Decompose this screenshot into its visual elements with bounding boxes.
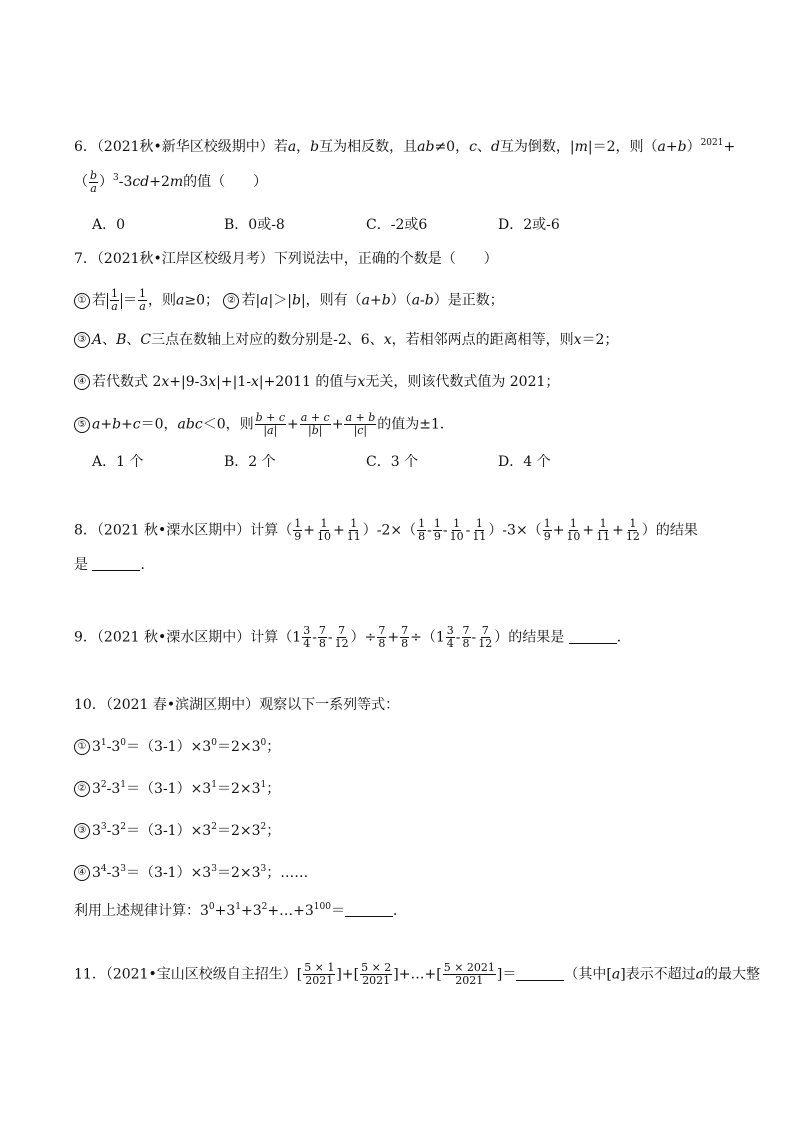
q7-option-d[interactable]: D．4 个	[498, 454, 551, 470]
fraction: $\frac{1}{8}$	[418, 517, 426, 543]
circled-number: ①	[74, 293, 90, 309]
answer-blank[interactable]	[345, 902, 393, 917]
fraction: $\frac{1}{9}$	[543, 517, 551, 543]
q6-option-c[interactable]: C．-2或6	[366, 217, 428, 233]
answer-blank[interactable]	[569, 629, 617, 644]
q11-line: 11．（2021•宝山区校级自主招生）[ $\frac{5 \times 1}{2021}$ ]+[ $\frac{5 \times 2}{2021}$ ]+…+[ $\frac{5 \times 2021}{2021}$ ]＝ （其中[a]表示不超过a的最大整	[74, 961, 761, 987]
q10-row: ① $3^1-3^0=(3-1)\times 3^0=2\times 3^0$；	[74, 733, 280, 757]
fraction: $\frac{7}{8}$	[401, 624, 409, 650]
q6-option-d[interactable]: D．2或-6	[498, 217, 560, 233]
circled-number: ②	[74, 781, 90, 797]
fraction: $\frac{1}{10}$	[317, 517, 331, 543]
q7-option-b[interactable]: B．2 个	[224, 454, 276, 470]
circled-number: ④	[74, 865, 90, 881]
q10-calc: 利用上述规律计算：$3^0+3^1+3^2+\dots+3^{100}=$ ．	[74, 902, 407, 919]
q10-row: ④ $3^4-3^3=(3-1)\times 3^3=2\times 3^3$；……	[74, 859, 308, 883]
q10-row: ② $3^2-3^1=(3-1)\times 3^1=2\times 3^1$；	[74, 775, 280, 799]
q6-line2: （ $\frac{b}{a}$ ）$^3$-3cd+2m的值（ ）	[74, 168, 268, 195]
q7-statement-4: ④ 若代数式 2x+|9-3x|+|1-x|+2011 的值与x无关，则该代数式值为 2021；	[74, 372, 559, 392]
fraction: $\frac{7}{8}$	[462, 624, 470, 650]
q7-statement-1-2: ① 若 $\frac{1}{a}$ ＝ $\frac{1}{a}$ ，则a≥0； ② 若|a|＞|b|，则有（a+b）（a-b）是正数；	[74, 288, 504, 313]
circled-number: ③	[74, 823, 90, 839]
fraction: $\frac{7}{8}$	[318, 624, 326, 650]
q9-line: 9．（2021 秋•溧水区期中）计算（1 $\frac{3}{4}$ - $\frac{7}{8}$ - $\frac{7}{12}$ ）÷ $\frac{7}{8}$ + $\frac{7}{8}$ ÷（1 $\frac{3}{4}$ - $\frac{7}{8}$ - $\frac{7}{12}$ ）的结果是 ．	[74, 624, 631, 650]
answer-blank[interactable]	[92, 556, 140, 571]
q10-row: ③ $3^3-3^2=(3-1)\times 3^2=2\times 3^2$；	[74, 817, 280, 841]
q6-line1: 6．（2021秋•新华区校级期中）若a，b互为相反数，且ab≠0，c、d互为倒数，|m|＝2，则$(a+b)^{2021}+$	[74, 138, 736, 155]
circled-number: ③	[74, 332, 90, 348]
fraction: $\frac{5 \times 2}{2021}$	[361, 961, 392, 987]
fraction: $\frac{b}{a}$	[90, 168, 98, 195]
q7-statement-5: ⑤ a+b+c＝0，abc＜0，则 $\frac{b + c}{|a|}$ + $\frac{a + c}{|b|}$ + $\frac{a + b}{|c|}$ 的值为±1．	[74, 412, 454, 437]
fraction: $\frac{1}{9}$	[294, 517, 302, 543]
q7-option-c[interactable]: C．3 个	[366, 454, 419, 470]
circled-number: ①	[74, 739, 90, 755]
abs-bar	[107, 293, 108, 309]
fraction: $\frac{a + c}{|b|}$	[300, 411, 330, 437]
q7-option-a[interactable]: A．1 个	[92, 454, 144, 470]
fraction: $\frac{1}{11}$	[472, 517, 487, 543]
fraction: $\frac{1}{a}$	[111, 287, 118, 313]
fraction: $\frac{1}{10}$	[449, 517, 464, 543]
fraction: $\frac{3}{4}$	[446, 624, 454, 650]
fraction: $\frac{7}{8}$	[378, 624, 386, 650]
answer-blank[interactable]	[516, 966, 564, 981]
q7-stem: 7．（2021秋•江岸区校级月考）下列说法中，正确的个数是（ ）	[74, 251, 498, 267]
fraction: $\frac{7}{12}$	[478, 624, 493, 650]
q10-stem: 10．（2021 春•滨湖区期中）观察以下一系列等式：	[74, 697, 400, 713]
fraction: $\frac{1}{12}$	[625, 517, 640, 543]
fraction: $\frac{3}{4}$	[303, 624, 311, 650]
q6-option-a[interactable]: A．0	[92, 217, 126, 233]
circled-number: ②	[223, 293, 239, 309]
fraction: $\frac{1}{a}$	[139, 287, 146, 313]
fraction: $\frac{1}{10}$	[566, 517, 581, 543]
fraction: $\frac{b + c}{|a|}$	[255, 411, 286, 437]
fraction: $\frac{5 \times 1}{2021}$	[304, 961, 335, 987]
fraction: $\frac{1}{11}$	[346, 517, 361, 543]
fraction: $\frac{1}{9}$	[433, 517, 441, 543]
fraction: $\frac{a + b}{|c|}$	[345, 411, 376, 437]
fraction: $\frac{7}{12}$	[334, 624, 349, 650]
abs-bar	[121, 293, 122, 309]
q8-line1: 8．（2021 秋•溧水区期中）计算（ $\frac{1}{9}$ + $\frac{1}{10}$ + $\frac{1}{11}$ ）-2×（ $\frac{1}{8}$ - $\frac{1}{9}$ - $\frac{1}{10}$ - $\frac{1}{11}$ ）-3×（ $\frac{1}{9}$ + $\frac{1}{10}$ + $\frac{1}{11}$ + $\frac{1}{12}$ ）的结果	[74, 517, 698, 543]
circled-number: ⑤	[74, 417, 90, 433]
q7-statement-3: ③ A、B、C三点在数轴上对应的数分别是-2、6、x，若相邻两点的距离相等，则x＝2；	[74, 330, 618, 350]
q8-line2: 是 ．	[74, 557, 155, 573]
circled-number: ④	[74, 374, 90, 390]
fraction: $\frac{5 \times 2021}{2021}$	[443, 961, 495, 987]
q6-option-b[interactable]: B．0或-8	[224, 217, 285, 233]
fraction: $\frac{1}{11}$	[596, 517, 611, 543]
